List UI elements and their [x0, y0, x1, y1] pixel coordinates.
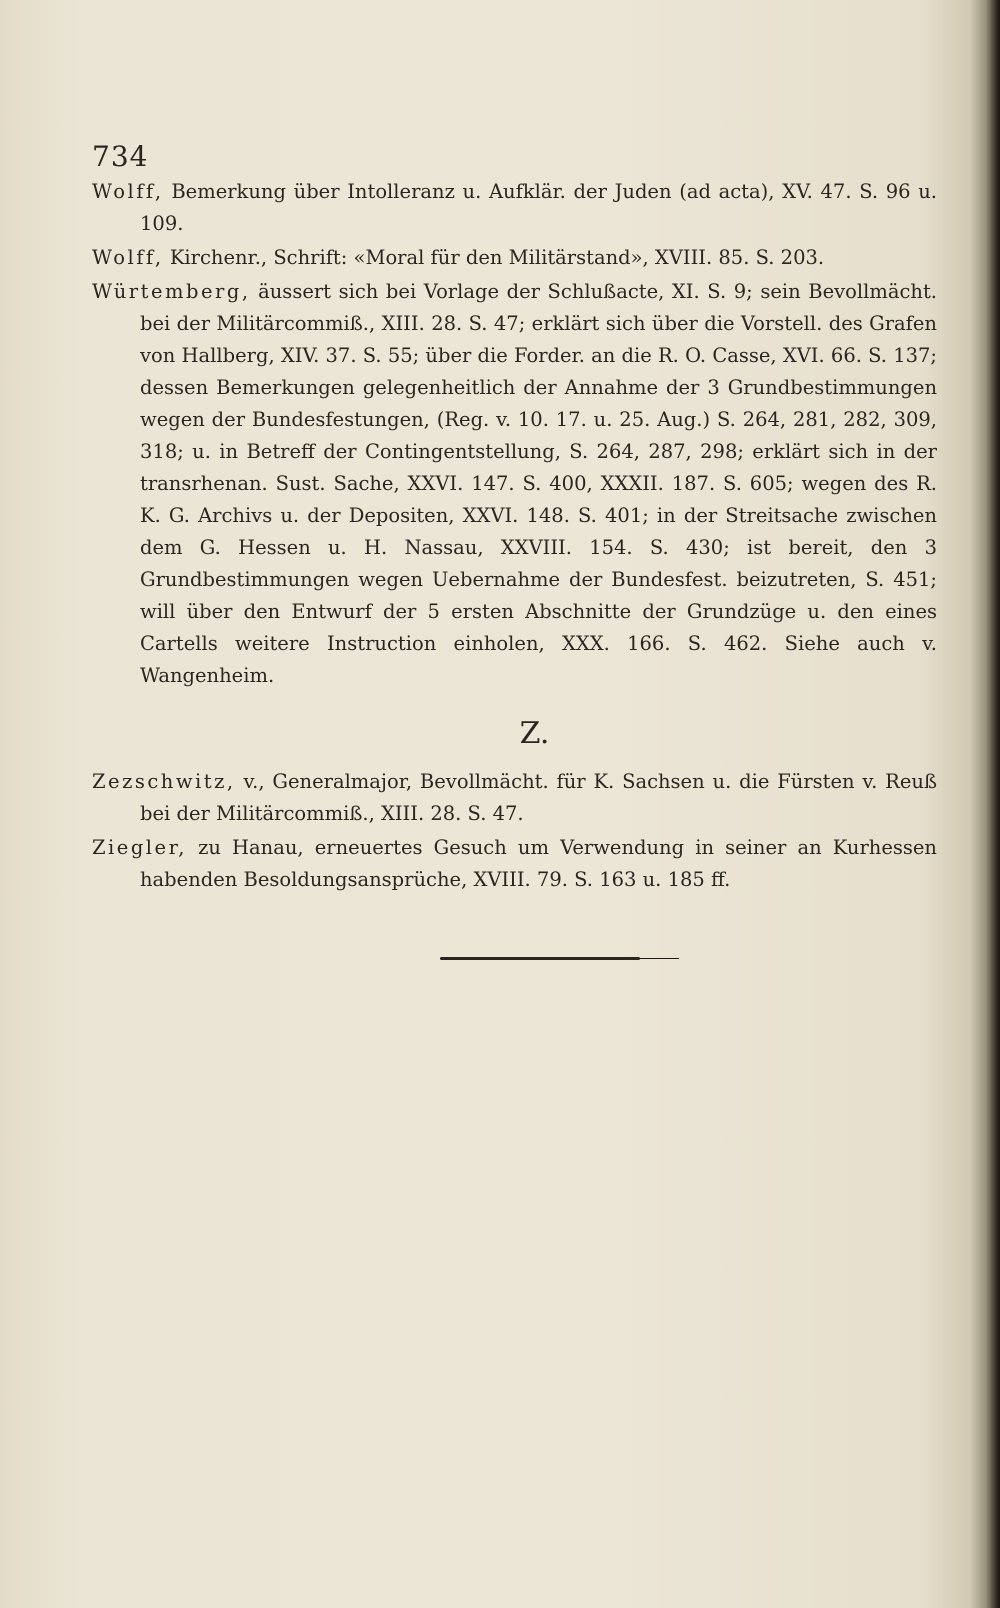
index-entry-wolff-2: [92, 242, 937, 274]
page-edge-shadow: [986, 0, 1000, 1608]
page-number: 734: [92, 140, 149, 173]
index-entries: [92, 176, 937, 898]
entry-text: Kirchenr., Schrift: «Moral für den Militärstand», XVIII. 85. S. 203.: [169, 246, 825, 269]
entry-text: zu Hanau, erneuertes Gesuch um Verwendung in seiner an Kurhessen habenden Besoldungsansprüche, XVIII. 79. S. 163 u. 185 ff.: [140, 836, 937, 891]
entry-headword: Wolff,: [92, 246, 164, 269]
entry-text: Bemerkung über Intolleranz u. Aufklär. der Juden (ad acta), XV. 47. S. 96 u. 109.: [140, 180, 937, 235]
index-entry-wuertemberg: [92, 276, 937, 692]
entry-headword: Ziegler,: [92, 836, 187, 859]
end-rule-divider: [440, 957, 640, 960]
entry-text: v., Generalmajor, Bevollmächt. für K. Sachsen u. die Fürsten v. Reuß bei der Militärcommiß., XIII. 28. S. 47.: [140, 770, 937, 825]
index-entry-zezschwitz: [92, 766, 937, 830]
entry-text: äussert sich bei Vorlage der Schlußacte, XI. S. 9; sein Bevollmächt. bei der Militärcommiß., XIII. 28. S. 47; erklärt sich über die Vorstell. des Grafen von Hallberg, XIV. 37. S. 55; über die Forder. an die R. O. Casse, XVI. 66. S. 137; dessen Bemerkungen gelegenheitlich der Annahme der 3 Grundbestimmungen wegen der Bundesfestungen, (Reg. v. 10. 17. u. 25. Aug.) S. 264, 281, 282, 309, 318; u. in Betreff der Contingentstellung, S. 264, 287, 298; erklärt sich in der transrhenan. Sust. Sache, XXVI. 147. S. 400, XXXII. 187. S. 605; wegen des R. K. G. Archivs u. der Depositen, XXVI. 148. S. 401; in der Streitsache zwischen dem G. Hessen u. H. Nassau, XXVIII. 154. S. 430; ist bereit, den 3 Grundbestimmungen wegen Uebernahme der Bundesfest. beizutreten, S. 451; will über den Entwurf der 5 ersten Abschnitte der Grundzüge u. den eines Cartells weitere Instruction einholen, XXX. 166. S. 462. Siehe auch v. Wangenheim.: [140, 280, 937, 687]
entry-headword: Zezschwitz,: [92, 770, 236, 793]
entry-headword: Wolff,: [92, 180, 164, 203]
entry-headword: Würtemberg,: [92, 280, 251, 303]
index-entry-ziegler: [92, 832, 937, 896]
section-heading-z: Z.: [519, 716, 550, 751]
index-entry-wolff-1: [92, 176, 937, 240]
